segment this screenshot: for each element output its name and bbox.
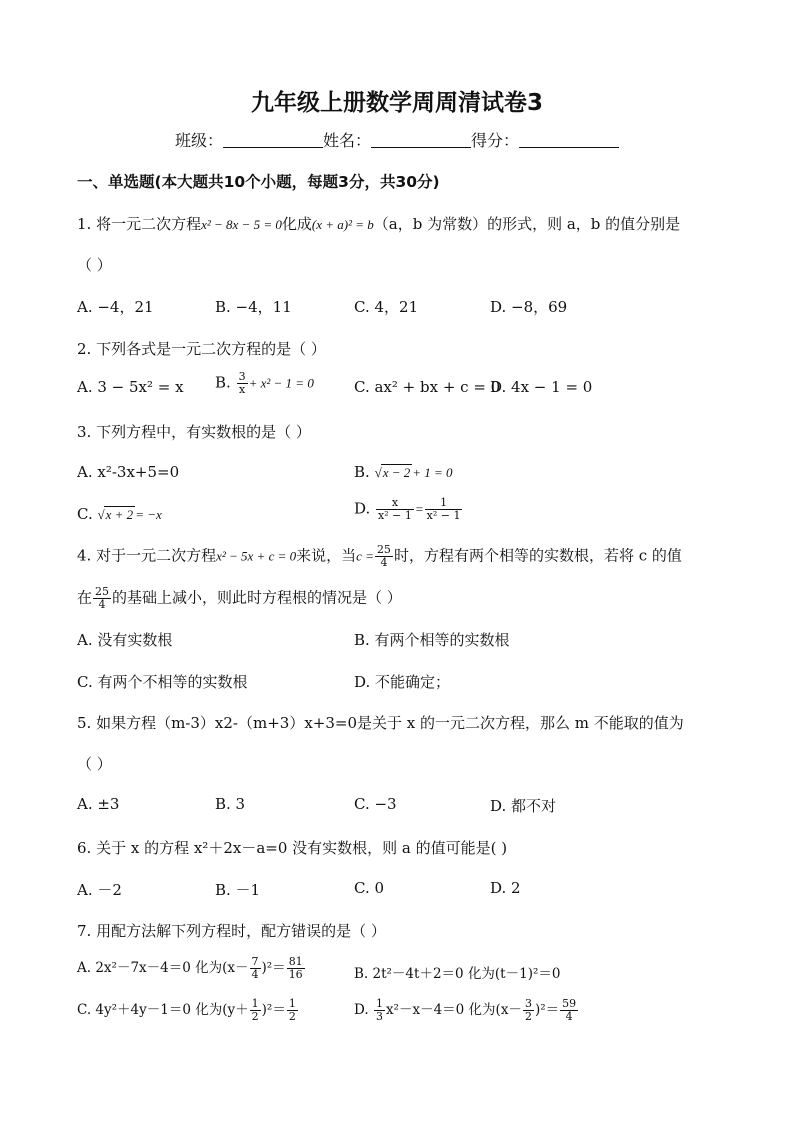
student-info-line xyxy=(0,128,794,151)
q2-option-b[interactable]: B. $\frac{3}{x}$ + x² − 1 = 0 xyxy=(215,370,314,396)
sqrt-icon: √ xyxy=(374,465,382,480)
section-heading: 一、单选题(本大题共10个小题，每题3分，共30分) xyxy=(77,173,440,191)
q7-option-c[interactable]: C. 4y²＋4y－1＝0 化为(y＋ $\frac{1}{2}$ )²＝ $\frac{1}{2}$ xyxy=(77,997,296,1023)
q2-option-c[interactable]: C. ax² + bx + c = 0 xyxy=(354,378,501,396)
q2-option-d[interactable]: D. 4x − 1 = 0 xyxy=(490,378,593,396)
q1-form: (x + a)² = b xyxy=(311,217,374,232)
q4-option-c[interactable]: C. 有两个不相等的实数根 xyxy=(77,673,248,691)
q5-option-d[interactable]: D. 都不对 xyxy=(490,797,557,815)
q6-option-c[interactable]: C. 0 xyxy=(354,879,385,897)
q1-option-b[interactable]: B. −4，11 xyxy=(215,298,292,316)
q4-option-b[interactable]: B. 有两个相等的实数根 xyxy=(354,631,510,649)
name-label: 姓名： xyxy=(322,131,371,150)
page-title: 九年级上册数学周周清试卷3 xyxy=(250,90,543,116)
q4-fraction-2: $\frac{25}{4}$ xyxy=(95,585,110,611)
q2-option-a[interactable]: A. 3 − 5x² = x xyxy=(77,378,184,396)
q6-option-d[interactable]: D. 2 xyxy=(490,879,521,897)
q2-stem: 2. 下列各式是一元二次方程的是（ ） xyxy=(77,340,326,358)
q4-option-a[interactable]: A. 没有实数根 xyxy=(77,631,173,649)
q1-option-a[interactable]: A. −4，21 xyxy=(77,298,154,316)
q4-stem-line1: 4. 对于一元二次方程x² − 5x + c = 0来说，当c = $\frac{25}{4}$ 时，方程有两个相等的实数根，若将 c 的值 xyxy=(77,543,682,569)
q4-fraction: $\frac{25}{4}$ xyxy=(376,543,391,569)
class-label: 班级： xyxy=(174,131,223,150)
q7-stem: 7. 用配方法解下列方程时，配方错误的是（ ） xyxy=(77,922,386,940)
score-blank[interactable] xyxy=(519,131,619,148)
q3-option-b[interactable]: B. √x − 2 + 1 = 0 xyxy=(354,463,453,481)
q3-option-d[interactable]: D. $\frac{x}{\text{x² − 1}}$ = $\frac{1}{\text{x² − 1}}$ xyxy=(354,496,461,522)
q1-option-d[interactable]: D. −8，69 xyxy=(490,298,568,316)
score-label: 得分： xyxy=(471,131,520,150)
q1-equation: x² − 8x − 5 = 0 xyxy=(201,217,282,232)
q1-stem: 1. 将一元二次方程x² − 8x − 5 = 0化成(x + a)² = b（a，b 为常数）的形式，则 a，b 的值分别是 xyxy=(77,215,681,233)
q3-option-a[interactable]: A. x²-3x+5=0 xyxy=(77,463,180,481)
q5-paren: （ ） xyxy=(77,755,112,773)
q4-stem-line2: 在 $\frac{25}{4}$ 的基础上减小，则此时方程根的情况是（ ） xyxy=(77,585,402,611)
q2-b-fraction: $\frac{3}{x}$ xyxy=(238,370,246,396)
q5-stem: 5. 如果方程（m-3）x2-（m+3）x+3=0是关于 x 的一元二次方程，那么 m 不能取的值为 xyxy=(77,714,684,732)
q6-stem: 6. 关于 x 的方程 x²＋2x－a=0 没有实数根，则 a 的值可能是( ) xyxy=(77,839,508,857)
q7-option-b[interactable]: B. 2t²－4t＋2＝0 化为(t－1)²＝0 xyxy=(354,966,561,982)
q7-option-a[interactable]: A. 2x²－7x－4＝0 化为(x－ $\frac{7}{4}$ )²＝ $\frac{81}{16}$ xyxy=(77,955,303,981)
q3-stem: 3. 下列方程中，有实数根的是（ ） xyxy=(77,423,311,441)
q4-option-d[interactable]: D. 不能确定； xyxy=(354,673,451,691)
q6-option-b[interactable]: B. －1 xyxy=(215,881,261,899)
q3-d-fraction-left: $\frac{x}{\text{x² − 1}}$ xyxy=(378,496,412,522)
q5-option-c[interactable]: C. −3 xyxy=(354,795,397,813)
q3-option-c[interactable]: C. √x + 2 = −x xyxy=(77,505,162,523)
q4-equation: x² − 5x + c = 0 xyxy=(216,548,297,564)
class-blank[interactable] xyxy=(223,131,323,148)
q5-option-a[interactable]: A. ±3 xyxy=(77,795,120,813)
q3-d-fraction-right: $\frac{1}{\text{x² − 1}}$ xyxy=(426,496,461,522)
q5-option-b[interactable]: B. 3 xyxy=(215,795,246,813)
q1-paren: （ ） xyxy=(77,256,112,274)
name-blank[interactable] xyxy=(371,131,471,148)
q1-option-c[interactable]: C. 4，21 xyxy=(354,298,419,316)
sqrt-icon: √ xyxy=(97,507,105,522)
q6-option-a[interactable]: A. －2 xyxy=(77,881,122,899)
q7-option-d[interactable]: D. $\frac{1}{3}$ x²－x－4＝0 化为(x－ $\frac{3}{2}$ )²＝ $\frac{59}{4}$ xyxy=(354,997,577,1023)
